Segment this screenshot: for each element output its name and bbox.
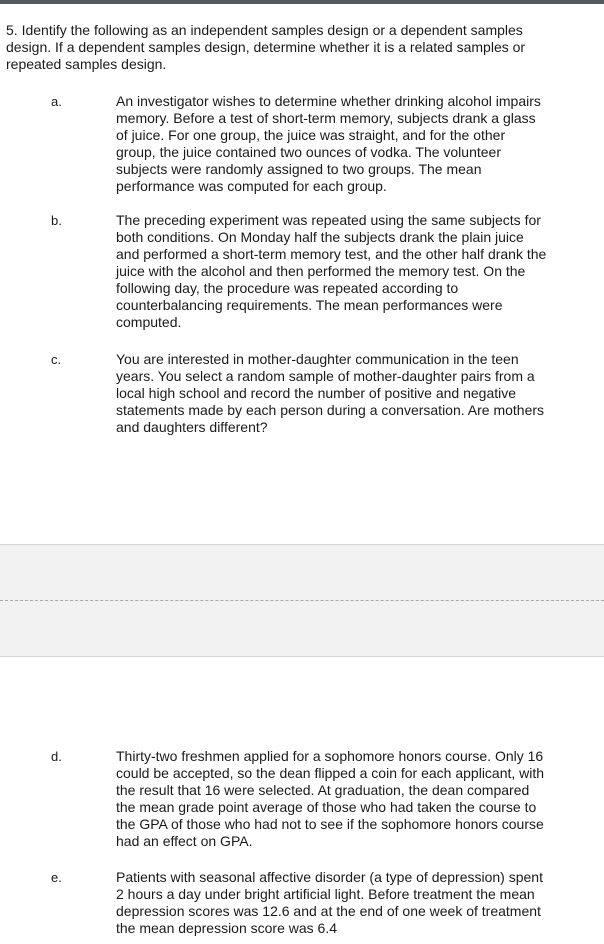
- item-text: Thirty-two freshmen applied for a sophomore honors course. Only 16 could be accepted, so the dean flipped a coin for each applicant, with the result that 16 were selected. At graduation, the dean compared the mean grade point average of those who had taken the course to the GPA of those who had not to see if the sophomore honors course had an effect on GPA.: [116, 748, 545, 849]
- item-label: c.: [51, 352, 62, 367]
- item-label: d.: [51, 749, 62, 764]
- item-label: e.: [51, 870, 62, 885]
- item-text: The preceding experiment was repeated using the same subjects for both conditions. On Monday half the subjects drank the plain juice and performed a short-term memory test, and the other half drank the juice with the alcohol and then performed the memory test. On the following day, the procedure was repeated according to counterbalancing requirements. The mean performances were computed.: [116, 212, 547, 330]
- item-label: a.: [51, 94, 62, 109]
- item-text: You are interested in mother-daughter communication in the teen years. You select a random sample of mother-daughter pairs from a local high school and record the number of positive and negative statements made by each person during a conversation. Are mothers and daughters different?: [116, 351, 545, 435]
- question-prompt: 5. Identify the following as an independent samples design or a dependent samples design. If a dependent samples design, determine whether it is a related samples or repeated samples design.: [6, 22, 526, 72]
- page-break-divider: [0, 600, 604, 601]
- item-text: Patients with seasonal affective disorder (a type of depression) spent 2 hours a day under bright artificial light. Before treatment the mean depression scores was 12.6 and at the end of one week of treatment the mean depression score was 6.4: [116, 869, 543, 936]
- item-text: An investigator wishes to determine whether drinking alcohol impairs memory. Before a test of short-term memory, subjects drank a glass of juice. For one group, the juice was straight, and for the other group, the juice contained two ounces of vodka. The volunteer subjects were randomly assigned to two groups. The mean performance was computed for each group.: [116, 93, 541, 194]
- item-label: b.: [51, 213, 62, 228]
- top-border: [0, 0, 604, 4]
